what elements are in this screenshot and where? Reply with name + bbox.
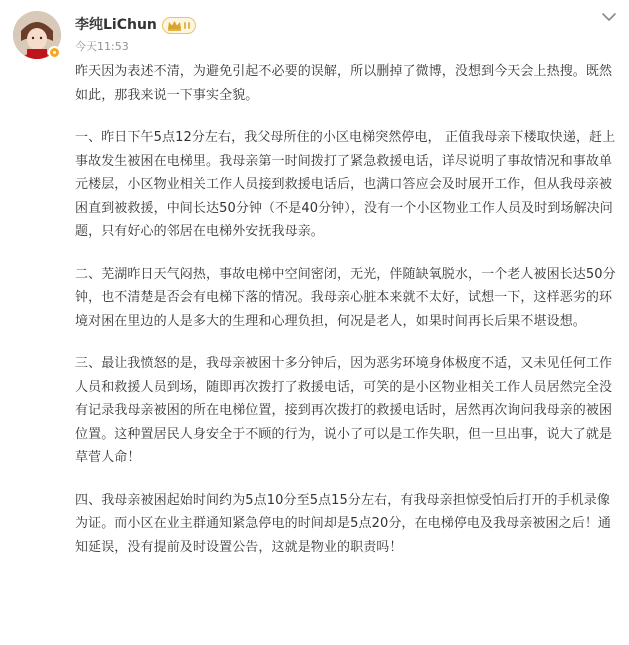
- post-paragraph: 二、芜湖昨日天气闷热，事故电梯中空间密闭，无光，伴随缺氧脱水，一个老人被困长达50分钟，也不清楚是否会有电梯下落的情况。我母亲心脏本来就不太好，试想一下，这样恶劣的环境对困在里边的人是多大的生理和心理负担，何况是老人，如果时间再长后果不堪设想。: [75, 266, 616, 329]
- post-paragraph: 昨天因为表述不清，为避免引起不必要的误解，所以删掉了微博，没想到今天会上热搜。既然如此，那我来说一下事实全貌。: [75, 64, 613, 103]
- post-paragraph: 一、昨日下午5点12分左右，我父母所住的小区电梯突然停电， 正值我母亲下楼取快递，赶上事故发生被困在电梯里。我母亲第一时间拨打了紧急救援电话，详尽说明了事故情况和事故单元楼层，小区物业相关工作人员接到救援电话后，也满口答应会及时展开工作，但从我母亲被困直到被救援，中间长达50分钟（不是40分钟），没有一个小区物业工作人员及时到场解决问题，只有好心的邻居在电梯外安抚我母亲。: [75, 130, 616, 239]
- post-content: [75, 60, 621, 578]
- verified-badge-icon: [48, 46, 61, 59]
- post-paragraph: 四、我母亲被困起始时间约为5点10分至5点15分左右，有我母亲担惊受怕后打开的手机录像为证。而小区在业主群通知紧急停电的时间却是5点20分，在电梯停电及我母亲被困之后！通知延误，没有提前及时设置公告，这就是物业的职责吗！: [75, 492, 612, 555]
- author-name[interactable]: 李纯LiChun: [75, 17, 157, 33]
- chevron-down-icon[interactable]: [601, 8, 617, 20]
- post-timestamp[interactable]: 今天11:53: [75, 40, 129, 53]
- vip-crown-icon[interactable]: [162, 17, 196, 34]
- post-paragraph: 三、最让我愤怒的是，我母亲被困十多分钟后，因为恶劣环境身体极度不适，又未见任何工作人员和救援人员到场，随即再次拨打了救援电话，可笑的是小区物业相关工作人员居然完全没有记录我母亲被困的所在电梯位置，接到再次拨打的救援电话时，居然再次询问我母亲的被困位置。这种置居民人身安全于不顾的行为，说小了可以是工作失职，但一旦出事，说大了就是草菅人命！: [75, 356, 613, 465]
